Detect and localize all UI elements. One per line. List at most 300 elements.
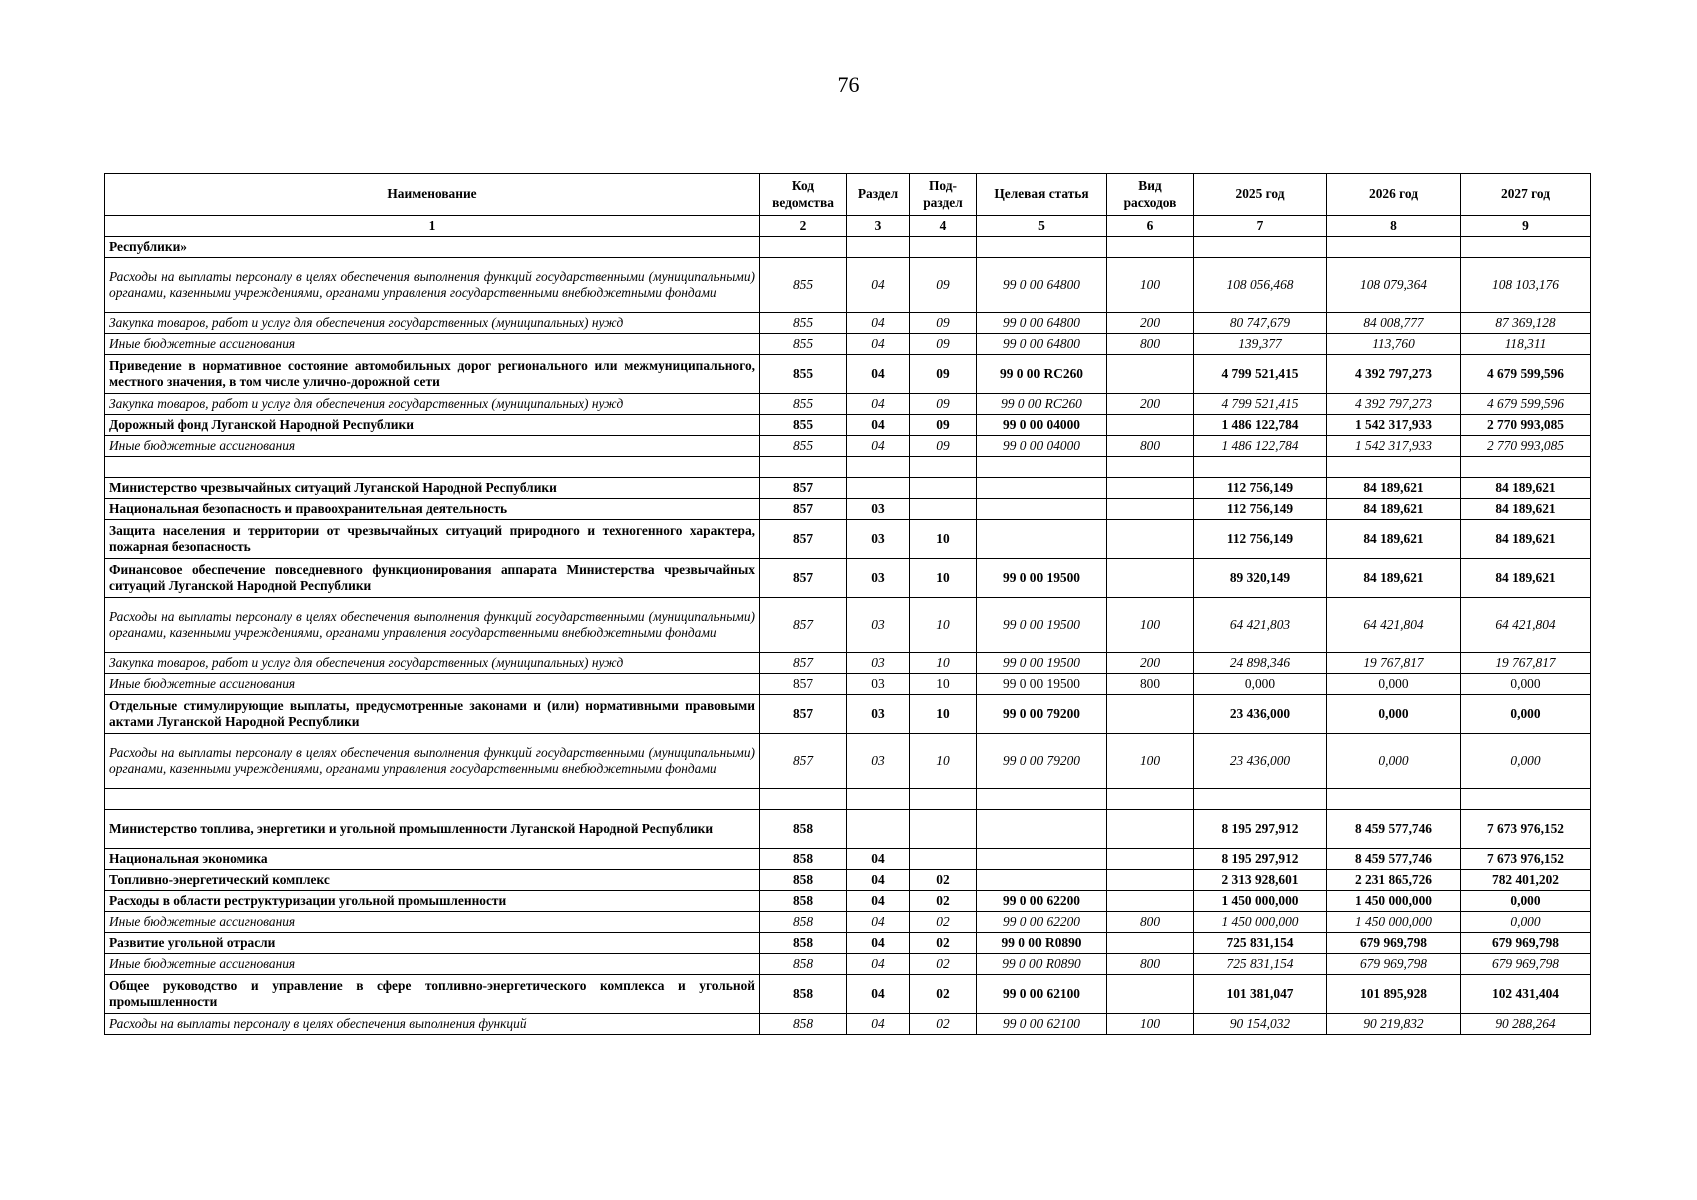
header-year-2026: 2026 год <box>1327 174 1461 216</box>
amount-2026: 101 895,928 <box>1327 975 1461 1014</box>
column-number: 1 <box>105 216 760 237</box>
department-code: 857 <box>760 653 847 674</box>
section-code: 03 <box>847 653 910 674</box>
row-name: Общее руководство и управление в сфере топливно-энергетического комплекса и угольной промышленности <box>105 975 760 1014</box>
target-article: 99 0 00 R0890 <box>977 954 1107 975</box>
subsection-code <box>910 478 977 499</box>
subsection-code: 02 <box>910 1014 977 1035</box>
page-number: 76 <box>837 72 860 97</box>
amount-2026: 84 189,621 <box>1327 520 1461 559</box>
subsection-code: 09 <box>910 313 977 334</box>
amount-2025: 112 756,149 <box>1194 478 1327 499</box>
target-article: 99 0 00 62200 <box>977 912 1107 933</box>
target-article: 99 0 00 64800 <box>977 313 1107 334</box>
target-article: 99 0 00 04000 <box>977 436 1107 457</box>
header-target-article: Целевая статья <box>977 174 1107 216</box>
amount-2026: 108 079,364 <box>1327 258 1461 313</box>
row-name: Расходы в области реструктуризации угольной промышленности <box>105 891 760 912</box>
amount-2025: 0,000 <box>1194 674 1327 695</box>
amount-2027: 679 969,798 <box>1461 954 1591 975</box>
section-code: 03 <box>847 520 910 559</box>
table-row <box>105 394 1591 415</box>
amount-2025: 90 154,032 <box>1194 1014 1327 1035</box>
amount-2025: 4 799 521,415 <box>1194 394 1327 415</box>
amount-2025: 8 195 297,912 <box>1194 810 1327 849</box>
target-article: 99 0 00 64800 <box>977 258 1107 313</box>
row-name: Закупка товаров, работ и услуг для обеспечения государственных (муниципальных) нужд <box>105 653 760 674</box>
subsection-code: 02 <box>910 870 977 891</box>
table-row <box>105 258 1591 313</box>
amount-2025: 1 450 000,000 <box>1194 891 1327 912</box>
subsection-code <box>910 499 977 520</box>
target-article: 99 0 00 79200 <box>977 734 1107 789</box>
row-name: Республики» <box>105 237 760 258</box>
expense-type: 800 <box>1107 334 1194 355</box>
section-code: 04 <box>847 912 910 933</box>
expense-type: 800 <box>1107 954 1194 975</box>
amount-2026: 0,000 <box>1327 695 1461 734</box>
subsection-code: 02 <box>910 954 977 975</box>
section-code: 04 <box>847 870 910 891</box>
expense-type: 800 <box>1107 436 1194 457</box>
subsection-code <box>910 810 977 849</box>
subsection-code: 10 <box>910 598 977 653</box>
subsection-code: 09 <box>910 334 977 355</box>
expense-type: 200 <box>1107 653 1194 674</box>
amount-2026: 0,000 <box>1327 734 1461 789</box>
row-name: Отдельные стимулирующие выплаты, предусмотренные законами и (или) нормативными правовыми актами Луганской Народной Республики <box>105 695 760 734</box>
target-article: 99 0 00 19500 <box>977 598 1107 653</box>
subsection-code: 10 <box>910 559 977 598</box>
amount-2027: 7 673 976,152 <box>1461 810 1591 849</box>
header-year-2027: 2027 год <box>1461 174 1591 216</box>
amount-2025: 64 421,803 <box>1194 598 1327 653</box>
column-number: 5 <box>977 216 1107 237</box>
target-article <box>977 237 1107 258</box>
table-row <box>105 975 1591 1014</box>
amount-2026: 0,000 <box>1327 674 1461 695</box>
expense-type <box>1107 975 1194 1014</box>
department-code: 858 <box>760 975 847 1014</box>
expense-type: 100 <box>1107 1014 1194 1035</box>
department-code <box>760 457 847 478</box>
subsection-code: 09 <box>910 415 977 436</box>
table-row <box>105 237 1591 258</box>
amount-2026: 90 219,832 <box>1327 1014 1461 1035</box>
header-subsection: Под-раздел <box>910 174 977 216</box>
section-code: 03 <box>847 734 910 789</box>
column-number: 3 <box>847 216 910 237</box>
section-code: 03 <box>847 559 910 598</box>
section-code: 04 <box>847 415 910 436</box>
row-name: Иные бюджетные ассигнования <box>105 954 760 975</box>
amount-2027 <box>1461 457 1591 478</box>
subsection-code: 09 <box>910 394 977 415</box>
amount-2025: 108 056,468 <box>1194 258 1327 313</box>
amount-2025 <box>1194 237 1327 258</box>
department-code: 855 <box>760 436 847 457</box>
amount-2025: 8 195 297,912 <box>1194 849 1327 870</box>
row-name: Развитие угольной отрасли <box>105 933 760 954</box>
amount-2027: 84 189,621 <box>1461 499 1591 520</box>
table-row <box>105 499 1591 520</box>
target-article: 99 0 00 04000 <box>977 415 1107 436</box>
target-article <box>977 520 1107 559</box>
expense-type: 100 <box>1107 258 1194 313</box>
subsection-code <box>910 849 977 870</box>
expense-type: 200 <box>1107 313 1194 334</box>
column-number: 6 <box>1107 216 1194 237</box>
expense-type <box>1107 520 1194 559</box>
expense-type <box>1107 695 1194 734</box>
row-name: Расходы на выплаты персоналу в целях обеспечения выполнения функций государственными (муниципальными) органами, казенными учреждениями, органами управления государственными внебюджетными фондами <box>105 598 760 653</box>
row-name: Топливно-энергетический комплекс <box>105 870 760 891</box>
subsection-code: 09 <box>910 258 977 313</box>
target-article: 99 0 00 62200 <box>977 891 1107 912</box>
section-code: 03 <box>847 674 910 695</box>
row-name: Закупка товаров, работ и услуг для обеспечения государственных (муниципальных) нужд <box>105 313 760 334</box>
section-code: 04 <box>847 975 910 1014</box>
row-name: Защита населения и территории от чрезвычайных ситуаций природного и техногенного характера, пожарная безопасность <box>105 520 760 559</box>
section-code: 04 <box>847 394 910 415</box>
department-code: 858 <box>760 870 847 891</box>
section-code: 04 <box>847 436 910 457</box>
expense-type: 200 <box>1107 394 1194 415</box>
target-article: 99 0 00 RC260 <box>977 394 1107 415</box>
header-section: Раздел <box>847 174 910 216</box>
amount-2025: 24 898,346 <box>1194 653 1327 674</box>
amount-2026: 8 459 577,746 <box>1327 849 1461 870</box>
amount-2025: 101 381,047 <box>1194 975 1327 1014</box>
amount-2026: 4 392 797,273 <box>1327 394 1461 415</box>
row-name: Дорожный фонд Луганской Народной Республики <box>105 415 760 436</box>
target-article <box>977 457 1107 478</box>
table-row <box>105 849 1591 870</box>
department-code: 857 <box>760 478 847 499</box>
column-number: 4 <box>910 216 977 237</box>
amount-2025: 80 747,679 <box>1194 313 1327 334</box>
amount-2025: 1 450 000,000 <box>1194 912 1327 933</box>
department-code: 858 <box>760 810 847 849</box>
table-row <box>105 478 1591 499</box>
amount-2026: 679 969,798 <box>1327 954 1461 975</box>
amount-2027: 4 679 599,596 <box>1461 355 1591 394</box>
amount-2026: 84 008,777 <box>1327 313 1461 334</box>
department-code: 855 <box>760 334 847 355</box>
section-code: 04 <box>847 1014 910 1035</box>
target-article <box>977 789 1107 810</box>
expense-type <box>1107 237 1194 258</box>
amount-2027: 0,000 <box>1461 734 1591 789</box>
department-code: 858 <box>760 1014 847 1035</box>
section-code: 04 <box>847 313 910 334</box>
expense-type <box>1107 891 1194 912</box>
expense-type <box>1107 415 1194 436</box>
subsection-code: 09 <box>910 436 977 457</box>
amount-2027: 2 770 993,085 <box>1461 436 1591 457</box>
department-code: 858 <box>760 891 847 912</box>
amount-2025: 1 486 122,784 <box>1194 436 1327 457</box>
amount-2026: 64 421,804 <box>1327 598 1461 653</box>
department-code: 855 <box>760 313 847 334</box>
table-row <box>105 912 1591 933</box>
expense-type: 100 <box>1107 598 1194 653</box>
subsection-code <box>910 789 977 810</box>
amount-2027: 90 288,264 <box>1461 1014 1591 1035</box>
table-row <box>105 520 1591 559</box>
amount-2027: 84 189,621 <box>1461 520 1591 559</box>
amount-2027: 679 969,798 <box>1461 933 1591 954</box>
expense-type <box>1107 457 1194 478</box>
target-article: 99 0 00 RC260 <box>977 355 1107 394</box>
target-article: 99 0 00 62100 <box>977 1014 1107 1035</box>
amount-2025 <box>1194 789 1327 810</box>
target-article: 99 0 00 64800 <box>977 334 1107 355</box>
section-code: 04 <box>847 849 910 870</box>
target-article <box>977 810 1107 849</box>
column-number: 9 <box>1461 216 1591 237</box>
department-code: 857 <box>760 520 847 559</box>
amount-2026: 679 969,798 <box>1327 933 1461 954</box>
amount-2027: 84 189,621 <box>1461 478 1591 499</box>
subsection-code: 10 <box>910 695 977 734</box>
amount-2027: 64 421,804 <box>1461 598 1591 653</box>
amount-2027: 0,000 <box>1461 674 1591 695</box>
row-name <box>105 789 760 810</box>
department-code: 858 <box>760 933 847 954</box>
expense-type <box>1107 499 1194 520</box>
section-code <box>847 457 910 478</box>
subsection-code: 10 <box>910 653 977 674</box>
amount-2025: 725 831,154 <box>1194 954 1327 975</box>
subsection-code: 10 <box>910 734 977 789</box>
table-row <box>105 1014 1591 1035</box>
amount-2025: 725 831,154 <box>1194 933 1327 954</box>
amount-2026: 4 392 797,273 <box>1327 355 1461 394</box>
target-article <box>977 870 1107 891</box>
amount-2027: 84 189,621 <box>1461 559 1591 598</box>
table-row <box>105 457 1591 478</box>
expense-type <box>1107 355 1194 394</box>
amount-2025: 23 436,000 <box>1194 695 1327 734</box>
header-department-code: Код ведомства <box>760 174 847 216</box>
expense-type: 100 <box>1107 734 1194 789</box>
table-row <box>105 734 1591 789</box>
amount-2026: 113,760 <box>1327 334 1461 355</box>
column-number: 7 <box>1194 216 1327 237</box>
amount-2026: 1 542 317,933 <box>1327 415 1461 436</box>
expense-type <box>1107 478 1194 499</box>
section-code: 04 <box>847 355 910 394</box>
amount-2027: 782 401,202 <box>1461 870 1591 891</box>
department-code: 857 <box>760 598 847 653</box>
table-row <box>105 334 1591 355</box>
subsection-code: 02 <box>910 975 977 1014</box>
amount-2025: 1 486 122,784 <box>1194 415 1327 436</box>
target-article: 99 0 00 19500 <box>977 674 1107 695</box>
row-name: Иные бюджетные ассигнования <box>105 436 760 457</box>
row-name: Иные бюджетные ассигнования <box>105 674 760 695</box>
amount-2026: 1 450 000,000 <box>1327 891 1461 912</box>
subsection-code: 09 <box>910 355 977 394</box>
row-name: Иные бюджетные ассигнования <box>105 334 760 355</box>
amount-2027: 4 679 599,596 <box>1461 394 1591 415</box>
row-name: Закупка товаров, работ и услуг для обеспечения государственных (муниципальных) нужд <box>105 394 760 415</box>
expense-type <box>1107 849 1194 870</box>
row-name: Иные бюджетные ассигнования <box>105 912 760 933</box>
section-code: 04 <box>847 954 910 975</box>
table-header <box>105 174 1591 237</box>
subsection-code <box>910 237 977 258</box>
amount-2025: 139,377 <box>1194 334 1327 355</box>
amount-2026: 2 231 865,726 <box>1327 870 1461 891</box>
amount-2026: 1 450 000,000 <box>1327 912 1461 933</box>
department-code: 858 <box>760 954 847 975</box>
amount-2026 <box>1327 789 1461 810</box>
row-name: Министерство топлива, энергетики и угольной промышленности Луганской Народной Республики <box>105 810 760 849</box>
subsection-code <box>910 457 977 478</box>
amount-2025: 2 313 928,601 <box>1194 870 1327 891</box>
amount-2027: 0,000 <box>1461 891 1591 912</box>
target-article: 99 0 00 79200 <box>977 695 1107 734</box>
column-number: 8 <box>1327 216 1461 237</box>
amount-2025: 112 756,149 <box>1194 499 1327 520</box>
header-year-2025: 2025 год <box>1194 174 1327 216</box>
table-row <box>105 598 1591 653</box>
department-code: 855 <box>760 415 847 436</box>
department-code: 857 <box>760 499 847 520</box>
header-expense-type: Вид расходов <box>1107 174 1194 216</box>
amount-2025: 89 320,149 <box>1194 559 1327 598</box>
target-article <box>977 478 1107 499</box>
department-code: 857 <box>760 695 847 734</box>
department-code: 858 <box>760 849 847 870</box>
table-row <box>105 313 1591 334</box>
table-row <box>105 436 1591 457</box>
row-name: Расходы на выплаты персоналу в целях обеспечения выполнения функций государственными (муниципальными) органами, казенными учреждениями, органами управления государственными внебюджетными фондами <box>105 258 760 313</box>
section-code <box>847 478 910 499</box>
target-article: 99 0 00 62100 <box>977 975 1107 1014</box>
target-article: 99 0 00 19500 <box>977 653 1107 674</box>
budget-table <box>104 173 1591 1035</box>
table-row <box>105 954 1591 975</box>
expense-type: 800 <box>1107 912 1194 933</box>
amount-2026: 84 189,621 <box>1327 559 1461 598</box>
row-name: Приведение в нормативное состояние автомобильных дорог регионального или межмуниципального, местного значения, в том числе улично-дорожной сети <box>105 355 760 394</box>
amount-2025: 4 799 521,415 <box>1194 355 1327 394</box>
target-article: 99 0 00 19500 <box>977 559 1107 598</box>
row-name: Национальная безопасность и правоохранительная деятельность <box>105 499 760 520</box>
column-number-row <box>105 216 1591 237</box>
row-name: Национальная экономика <box>105 849 760 870</box>
amount-2027: 102 431,404 <box>1461 975 1591 1014</box>
section-code: 03 <box>847 598 910 653</box>
row-name: Расходы на выплаты персоналу в целях обеспечения выполнения функций государственными (муниципальными) органами, казенными учреждениями, органами управления государственными внебюджетными фондами <box>105 734 760 789</box>
table-row <box>105 789 1591 810</box>
amount-2027: 0,000 <box>1461 695 1591 734</box>
target-article <box>977 849 1107 870</box>
amount-2025 <box>1194 457 1327 478</box>
expense-type <box>1107 933 1194 954</box>
department-code: 858 <box>760 912 847 933</box>
amount-2025: 23 436,000 <box>1194 734 1327 789</box>
section-code: 04 <box>847 334 910 355</box>
amount-2027 <box>1461 789 1591 810</box>
expense-type <box>1107 559 1194 598</box>
section-code: 03 <box>847 695 910 734</box>
department-code <box>760 237 847 258</box>
subsection-code: 10 <box>910 674 977 695</box>
table-row <box>105 653 1591 674</box>
amount-2025: 112 756,149 <box>1194 520 1327 559</box>
target-article <box>977 499 1107 520</box>
amount-2027: 108 103,176 <box>1461 258 1591 313</box>
amount-2027: 0,000 <box>1461 912 1591 933</box>
amount-2026: 84 189,621 <box>1327 499 1461 520</box>
expense-type <box>1107 789 1194 810</box>
amount-2026: 19 767,817 <box>1327 653 1461 674</box>
section-code: 04 <box>847 933 910 954</box>
department-code: 857 <box>760 674 847 695</box>
subsection-code: 02 <box>910 933 977 954</box>
table-row <box>105 891 1591 912</box>
table-row <box>105 933 1591 954</box>
table-row <box>105 870 1591 891</box>
table-row <box>105 355 1591 394</box>
amount-2027: 2 770 993,085 <box>1461 415 1591 436</box>
table-row <box>105 695 1591 734</box>
department-code: 855 <box>760 355 847 394</box>
amount-2027: 87 369,128 <box>1461 313 1591 334</box>
amount-2026: 1 542 317,933 <box>1327 436 1461 457</box>
amount-2027: 7 673 976,152 <box>1461 849 1591 870</box>
table-row <box>105 559 1591 598</box>
table-row <box>105 810 1591 849</box>
section-code: 04 <box>847 891 910 912</box>
department-code: 857 <box>760 734 847 789</box>
section-code <box>847 237 910 258</box>
section-code <box>847 789 910 810</box>
expense-type: 800 <box>1107 674 1194 695</box>
amount-2026: 8 459 577,746 <box>1327 810 1461 849</box>
section-code: 04 <box>847 258 910 313</box>
table-body <box>105 237 1591 1035</box>
table-row <box>105 415 1591 436</box>
amount-2027: 118,311 <box>1461 334 1591 355</box>
row-name <box>105 457 760 478</box>
amount-2026 <box>1327 237 1461 258</box>
subsection-code: 10 <box>910 520 977 559</box>
subsection-code: 02 <box>910 912 977 933</box>
row-name: Финансовое обеспечение повседневного функционирования аппарата Министерства чрезвычайных ситуаций Луганской Народной Республики <box>105 559 760 598</box>
column-number: 2 <box>760 216 847 237</box>
row-name: Расходы на выплаты персоналу в целях обеспечения выполнения функций <box>105 1014 760 1035</box>
department-code: 855 <box>760 258 847 313</box>
section-code <box>847 810 910 849</box>
target-article: 99 0 00 R0890 <box>977 933 1107 954</box>
amount-2026 <box>1327 457 1461 478</box>
expense-type <box>1107 810 1194 849</box>
row-name: Министерство чрезвычайных ситуаций Луганской Народной Республики <box>105 478 760 499</box>
header-name: Наименование <box>105 174 760 216</box>
section-code: 03 <box>847 499 910 520</box>
department-code: 857 <box>760 559 847 598</box>
expense-type <box>1107 870 1194 891</box>
table-row <box>105 674 1591 695</box>
amount-2027 <box>1461 237 1591 258</box>
amount-2026: 84 189,621 <box>1327 478 1461 499</box>
amount-2027: 19 767,817 <box>1461 653 1591 674</box>
